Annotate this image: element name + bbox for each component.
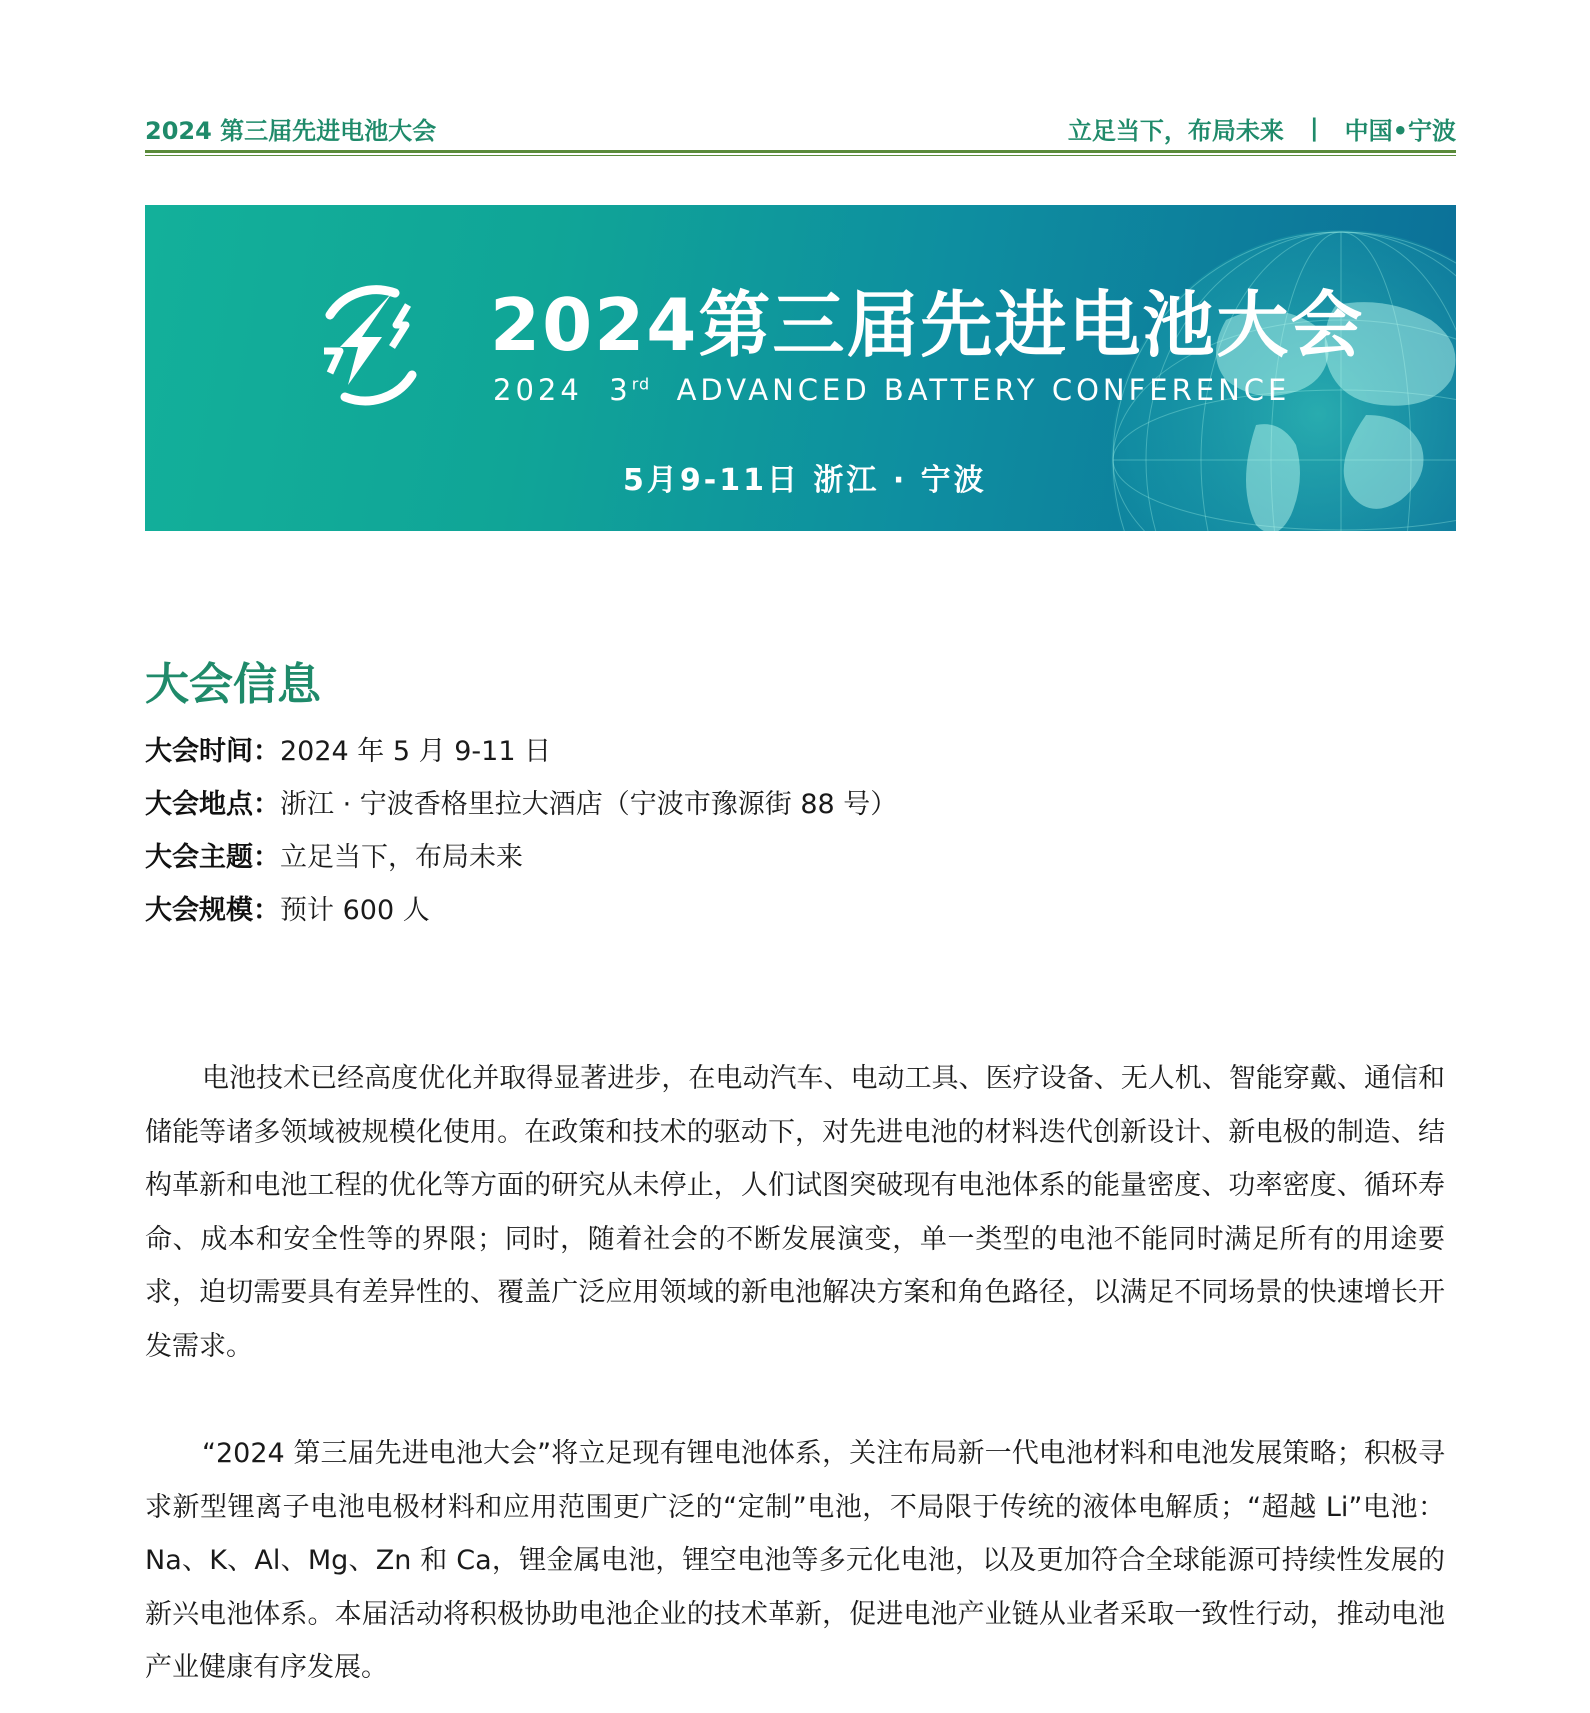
page-header: [145, 108, 1456, 148]
info-label: 大会规模：: [145, 895, 280, 926]
banner-title: 2024第三届先进电池大会: [490, 283, 1365, 367]
header-title: 2024 第三届先进电池大会: [145, 116, 437, 145]
info-row-scale: [145, 889, 897, 942]
info-list: [145, 730, 897, 942]
banner-subtitle: [493, 373, 1290, 407]
info-row-venue: [145, 783, 897, 836]
info-row-time: [145, 730, 897, 783]
header-divider: [145, 150, 1456, 153]
header-slogan: 立足当下，布局未来: [1067, 116, 1284, 145]
info-label: 大会时间：: [145, 736, 280, 767]
header-right: [1068, 111, 1456, 146]
info-row-theme: [145, 836, 897, 889]
info-label: 大会主题：: [145, 842, 280, 873]
section-title: 大会信息: [145, 659, 321, 710]
conference-focus-paragraph: “2024 第三届先进电池大会”将立足现有锂电池体系，关注布局新一代电池材料和电池发展策略；积极寻求新型锂离子电池电极材料和应用范围更广泛的“定制”电池，不局限于传统的液体电解质；“超越 Li”电池：Na、K、Al、Mg、Zn 和 Ca，锂金属电池，锂空电池等多元化电池，以及更加符合全球能源可持续性发展的新兴电池体系。本届活动将积极协助电池企业的技术革新，促进电池产业链从业者采取一致性行动，推动电池产业健康有序发展。: [145, 1438, 1445, 1684]
banner-subtitle-ordinal: 3: [609, 373, 632, 407]
banner-subtitle-text: ADVANCED BATTERY CONFERENCE: [676, 373, 1291, 407]
conference-banner: [145, 205, 1456, 531]
info-value: 立足当下，布局未来: [280, 842, 523, 873]
lightning-circle-icon: [300, 275, 440, 415]
header-location: 中国•宁波: [1344, 116, 1456, 145]
intro-paragraph: 电池技术已经高度优化并取得显著进步，在电动汽车、电动工具、医疗设备、无人机、智能穿戴、通信和储能等诸多领域被规模化使用。在政策和技术的驱动下，对先进电池的材料迭代创新设计、新电极的制造、结构革新和电池工程的优化等方面的研究从未停止，人们试图突破现有电池体系的能量密度、功率密度、循环寿命、成本和安全性等的界限；同时，随着社会的不断发展演变，单一类型的电池不能同时满足所有的用途要求，迫切需要具有差异性的、覆盖广泛应用领域的新电池解决方案和角色路径，以满足不同场景的快速增长开发需求。: [145, 1063, 1445, 1362]
info-value: 浙江 · 宁波香格里拉大酒店（宁波市豫源街 88 号）: [280, 789, 898, 820]
header-divider-thin: [145, 155, 1456, 156]
info-label: 大会地点：: [145, 789, 280, 820]
banner-subtitle-ordinal-suffix: rd: [631, 374, 651, 394]
header-separator: |: [1309, 114, 1319, 142]
banner-date-place: 5月9-11日 浙江 · 宁波: [623, 463, 987, 498]
info-value: 2024 年 5 月 9-11 日: [280, 736, 552, 767]
banner-subtitle-year: 2024: [493, 373, 583, 407]
info-value: 预计 600 人: [280, 895, 430, 926]
